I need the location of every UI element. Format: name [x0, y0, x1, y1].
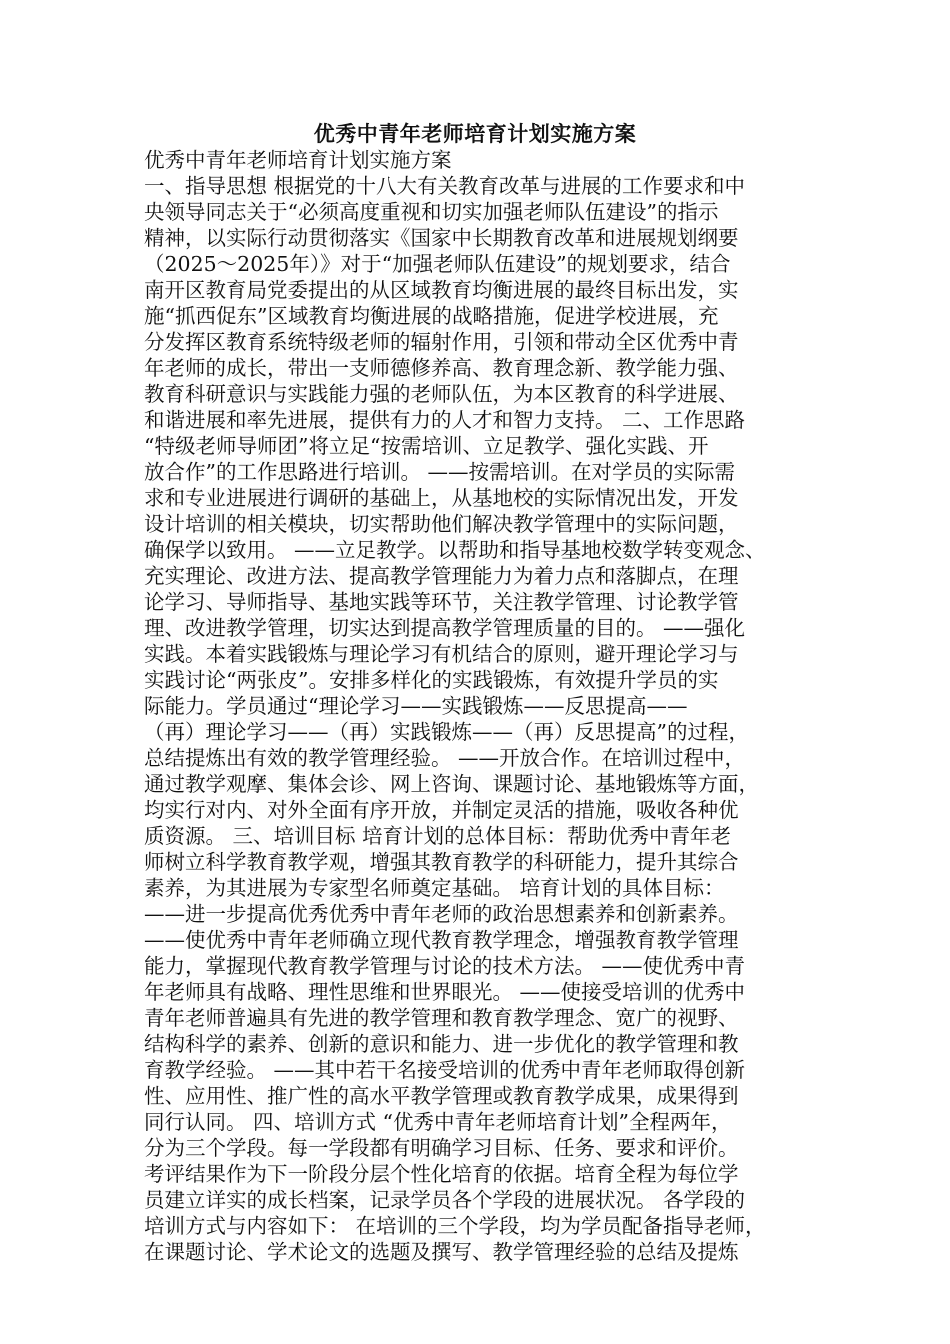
body-text-line: 央领导同志关于“必须高度重视和切实加强老师队伍建设”的指示: [144, 200, 719, 224]
body-text-line: （2025～2025年）》对于“加强老师队伍建设”的规划要求，结合: [144, 252, 731, 276]
body-text-line: 论学习、导师指导、基地实践等环节，关注教学管理、讨论教学管: [144, 590, 739, 614]
body-text-line: 精神，以实际行动贯彻落实《国家中长期教育改革和进展规划纲要: [144, 226, 739, 250]
body-text-line: 性、应用性、推广性的高水平教学管理或教育教学成果，成果得到: [144, 1084, 739, 1108]
body-text-line: 和谐进展和率先进展，提供有力的人才和智力支持。 二、工作思路: [144, 408, 746, 432]
body-text-line: 总结提炼出有效的教学管理经验。 ——开放合作。在培训过程中，: [144, 746, 746, 770]
body-text-line: 培训方式与内容如下： 在培训的三个学段，均为学员配备指导老师，: [144, 1214, 766, 1238]
body-text-line: 员建立详实的成长档案，记录学员各个学段的进展状况。 各学段的: [144, 1188, 746, 1212]
body-text-line: ——使优秀中青年老师确立现代教育教学理念，增强教育教学管理: [144, 928, 739, 952]
document-title: 优秀中青年老师培育计划实施方案: [313, 121, 637, 146]
body-text-line: 分为三个学段。每一学段都有明确学习目标、任务、要求和评价。: [144, 1136, 739, 1160]
body-text-line: （再）理论学习——（再）实践锻炼——（再）反思提高”的过程，: [144, 720, 749, 744]
body-text-line: 质资源。 三、培训目标 培育计划的总体目标：帮助优秀中青年老: [144, 824, 732, 848]
body-text-line: 实践。本着实践锻炼与理论学习有机结合的原则，避开理论学习与: [144, 642, 739, 666]
body-text-line: 南开区教育局党委提出的从区域教育均衡进展的最终目标出发，实: [144, 278, 739, 302]
body-text-line: 结构科学的素养、创新的意识和能力、进一步优化的教学管理和教: [144, 1032, 739, 1056]
body-text-line: 通过教学观摩、集体会诊、网上咨询、课题讨论、基地锻炼等方面，: [144, 772, 759, 796]
body-text-line: 求和专业进展进行调研的基础上，从基地校的实际情况出发，开发: [144, 486, 739, 510]
body-text-line: 放合作”的工作思路进行培训。 ——按需培训。在对学员的实际需: [144, 460, 735, 484]
body-text-line: 素养，为其进展为专家型名师奠定基础。 培育计划的具体目标：: [144, 876, 725, 900]
body-text-line: 充实理论、改进方法、提高教学管理能力为着力点和落脚点，在理: [144, 564, 739, 588]
body-text-line: 一、指导思想 根据党的十八大有关教育改革与进展的工作要求和中: [144, 174, 746, 198]
body-text-line: 同行认同。 四、培训方式 “优秀中青年老师培育计划”全程两年，: [144, 1110, 732, 1134]
body-text-line: 青年老师普遍具有先进的教学管理和教育教学理念、宽广的视野、: [144, 1006, 739, 1030]
body-text-line: 教育科研意识与实践能力强的老师队伍，为本区教育的科学进展、: [144, 382, 739, 406]
body-text-line: 理、改进教学管理，切实达到提高教学管理质量的目的。 ——强化: [144, 616, 746, 640]
body-text-line: 设计培训的相关模块，切实帮助他们解决教学管理中的实际问题，: [144, 512, 739, 536]
body-text-line: 在课题讨论、学术论文的选题及撰写、教学管理经验的总结及提炼: [144, 1240, 739, 1264]
body-text-line: 能力，掌握现代教育教学管理与讨论的技术方法。 ——使优秀中青: [144, 954, 746, 978]
body-text-line: ——进一步提高优秀优秀中青年老师的政治思想素养和创新素养。: [144, 902, 739, 926]
body-text-line: 年老师的成长，带出一支师德修养高、教育理念新、教学能力强、: [144, 356, 739, 380]
body-text-line: 施“抓西促东”区域教育均衡进展的战略措施，促进学校进展，充: [144, 304, 719, 328]
body-text-line: “特级老师导师团”将立足“按需培训、立足教学、强化实践、开: [144, 434, 709, 458]
body-text-line: 考评结果作为下一阶段分层个性化培育的依据。培育全程为每位学: [144, 1162, 739, 1186]
body-text-line: 师树立科学教育教学观，增强其教育教学的科研能力，提升其综合: [144, 850, 739, 874]
body-text-line: 确保学以致用。 ——立足教学。以帮助和指导基地校数学转变观念、: [144, 538, 766, 562]
body-text-line: 均实行对内、对外全面有序开放，并制定灵活的措施，吸收各种优: [144, 798, 739, 822]
body-text-line: 际能力。学员通过“理论学习——实践锻炼——反思提高——: [144, 694, 688, 718]
body-text-line: 分发挥区教育系统特级老师的辐射作用，引领和带动全区优秀中青: [144, 330, 739, 354]
body-text-line: 育教学经验。 ——其中若干名接受培训的优秀中青年老师取得创新: [144, 1058, 746, 1082]
body-text-line: 优秀中青年老师培育计划实施方案: [144, 148, 452, 172]
document-body: [144, 147, 824, 1265]
body-text-line: 年老师具有战略、理性思维和世界眼光。 ——使接受培训的优秀中: [144, 980, 746, 1004]
body-text-line: 实践讨论“两张皮”。安排多样化的实践锻炼，有效提升学员的实: [144, 668, 719, 692]
